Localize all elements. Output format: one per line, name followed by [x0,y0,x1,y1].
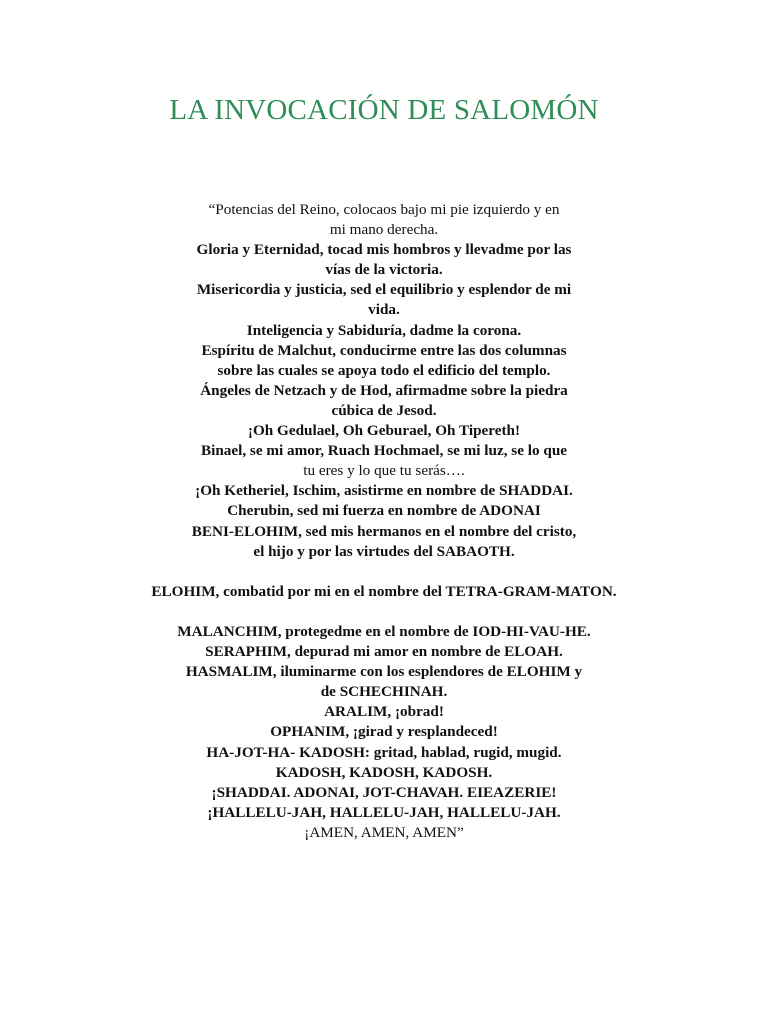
text-line: Espíritu de Malchut, conducirme entre las dos columnas [201,341,567,359]
text-line: Misericordia y justicia, sed el equilibrio y esplendor de mi [196,281,572,299]
text-line: ELOHIM, combatid por mi en el nombre del TETRA-GRAM-MATON. [151,582,617,600]
text-line: BENI-ELOHIM, sed mis hermanos en el nombre del cristo, [191,522,577,540]
text-line: ¡Oh Gedulael, Oh Geburael, Oh Tipereth! [247,422,521,440]
text-line: ¡SHADDAI. ADONAI, JOT-CHAVAH. EIEAZERIE! [211,783,557,801]
text-line: SERAPHIM, depurad mi amor en nombre de ELOAH. [205,643,563,661]
text-line: Gloria y Eternidad, tocad mis hombros y llevadme por las [196,241,572,259]
text-line: MALANCHIM, protegedme en el nombre de IOD-HI-VAU-HE. [177,622,591,640]
text-line: Inteligencia y Sabiduría, dadme la corona. [246,321,522,339]
document-title: LA INVOCACIÓN DE SALOMÓN [169,94,599,126]
text-line: ¡HALLELU-JAH, HALLELU-JAH, HALLELU-JAH. [207,803,561,821]
text-line: ¡Oh Ketheriel, Ischim, asistirme en nombre de SHADDAI. [195,482,573,500]
text-line: OPHANIM, ¡girad y resplandeced! [270,723,498,741]
text-line: HA-JOT-HA- KADOSH: gritad, hablad, rugid, mugid. [206,743,562,761]
invocation-text [100,200,668,843]
text-line: ARALIM, ¡obrad! [324,703,444,721]
text-line: vías de la victoria. [325,261,443,279]
text-line: vida. [368,301,400,319]
text-line: cúbica de Jesod. [331,401,437,419]
text-line: ¡AMEN, AMEN, AMEN” [304,823,464,841]
text-line: mi mano derecha. [329,221,439,239]
text-line: sobre las cuales se apoya todo el edificio del templo. [217,361,551,379]
text-line: Binael, se mi amor, Ruach Hochmael, se mi luz, se lo que [200,442,568,460]
text-line: Cherubin, sed mi fuerza en nombre de ADONAI [227,502,541,520]
text-line: KADOSH, KADOSH, KADOSH. [275,763,493,781]
text-line: de SCHECHINAH. [320,683,448,701]
text-line: HASMALIM, iluminarme con los esplendores de ELOHIM y [185,663,583,681]
paragraph-gap [100,562,668,582]
text-line: el hijo y por las virtudes del SABAOTH. [253,542,515,560]
text-line: “Potencias del Reino, colocaos bajo mi pie izquierdo y en [208,201,560,218]
paragraph-gap [100,602,668,622]
text-line: tu eres y lo que tu serás…. [303,462,465,480]
text-line: Ángeles de Netzach y de Hod, afirmadme sobre la piedra [200,381,568,399]
